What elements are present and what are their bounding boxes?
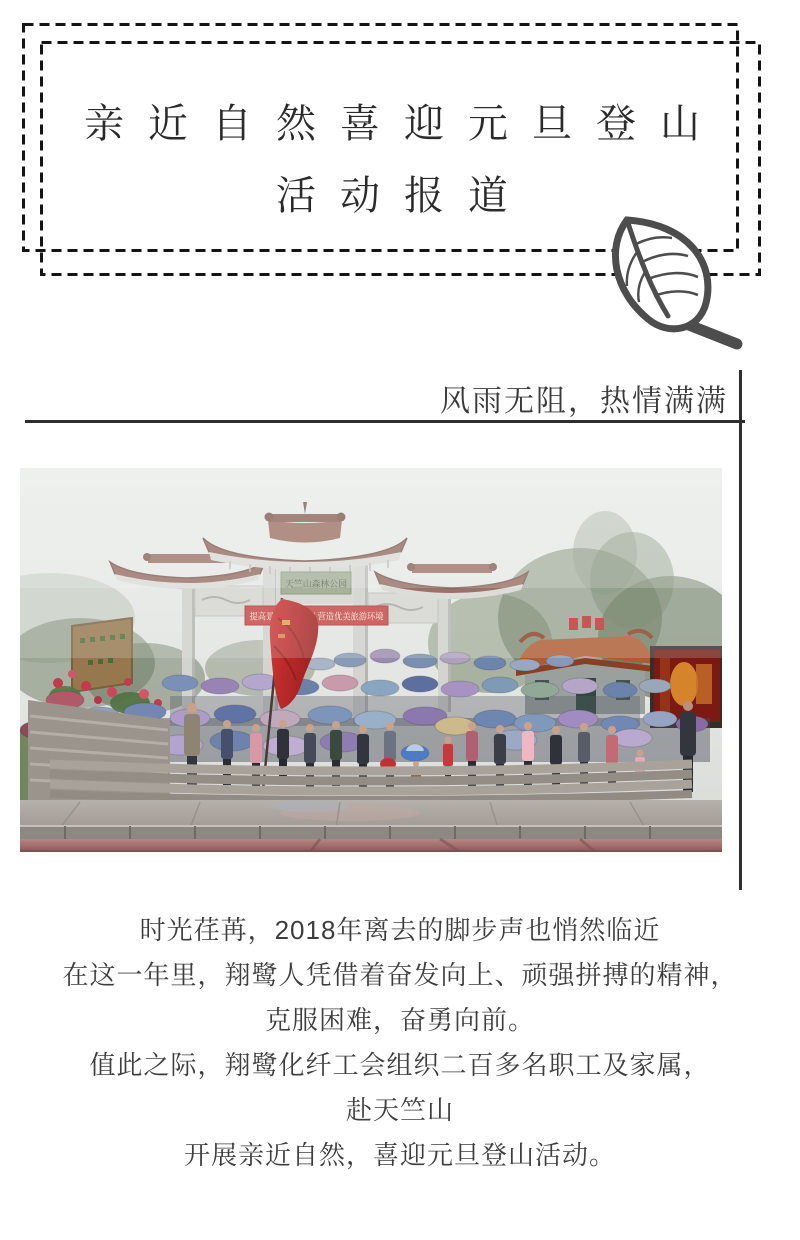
body-line: 时光荏苒，2018年离去的脚步声也悄然临近 xyxy=(139,915,661,945)
photo-road xyxy=(20,839,722,852)
photo-fog-overlay xyxy=(20,468,722,658)
title-box xyxy=(22,23,760,283)
horizontal-rule xyxy=(25,420,745,423)
article-body xyxy=(0,908,800,1178)
page-title-line1: 亲近自然喜迎元旦登山 xyxy=(84,102,724,146)
gate-banner-text: 提高景区文明程度 营造优美旅游环境 xyxy=(249,611,397,622)
photo-plaza xyxy=(20,800,722,828)
body-line: 克服困难，奋勇向前。 xyxy=(264,1005,535,1035)
vertical-rule xyxy=(739,370,742,890)
body-line: 值此之际，翔鹭化纤工会组织二百多名职工及家属， xyxy=(89,1050,711,1080)
body-line: 赴天竺山 xyxy=(345,1095,454,1125)
body-line: 在这一年里，翔鹭人凭借着奋发向上、顽强拼搏的精神， xyxy=(62,960,738,990)
gate-plaque-text: 天竺山森林公园 xyxy=(285,579,349,589)
subtitle: 风雨无阻，热情满满 xyxy=(440,385,728,418)
photo-curb xyxy=(20,826,722,839)
event-photo xyxy=(20,468,722,852)
body-line: 开展亲近自然，喜迎元旦登山活动。 xyxy=(183,1140,616,1170)
page-title-line2: 活动报道 xyxy=(276,174,532,218)
